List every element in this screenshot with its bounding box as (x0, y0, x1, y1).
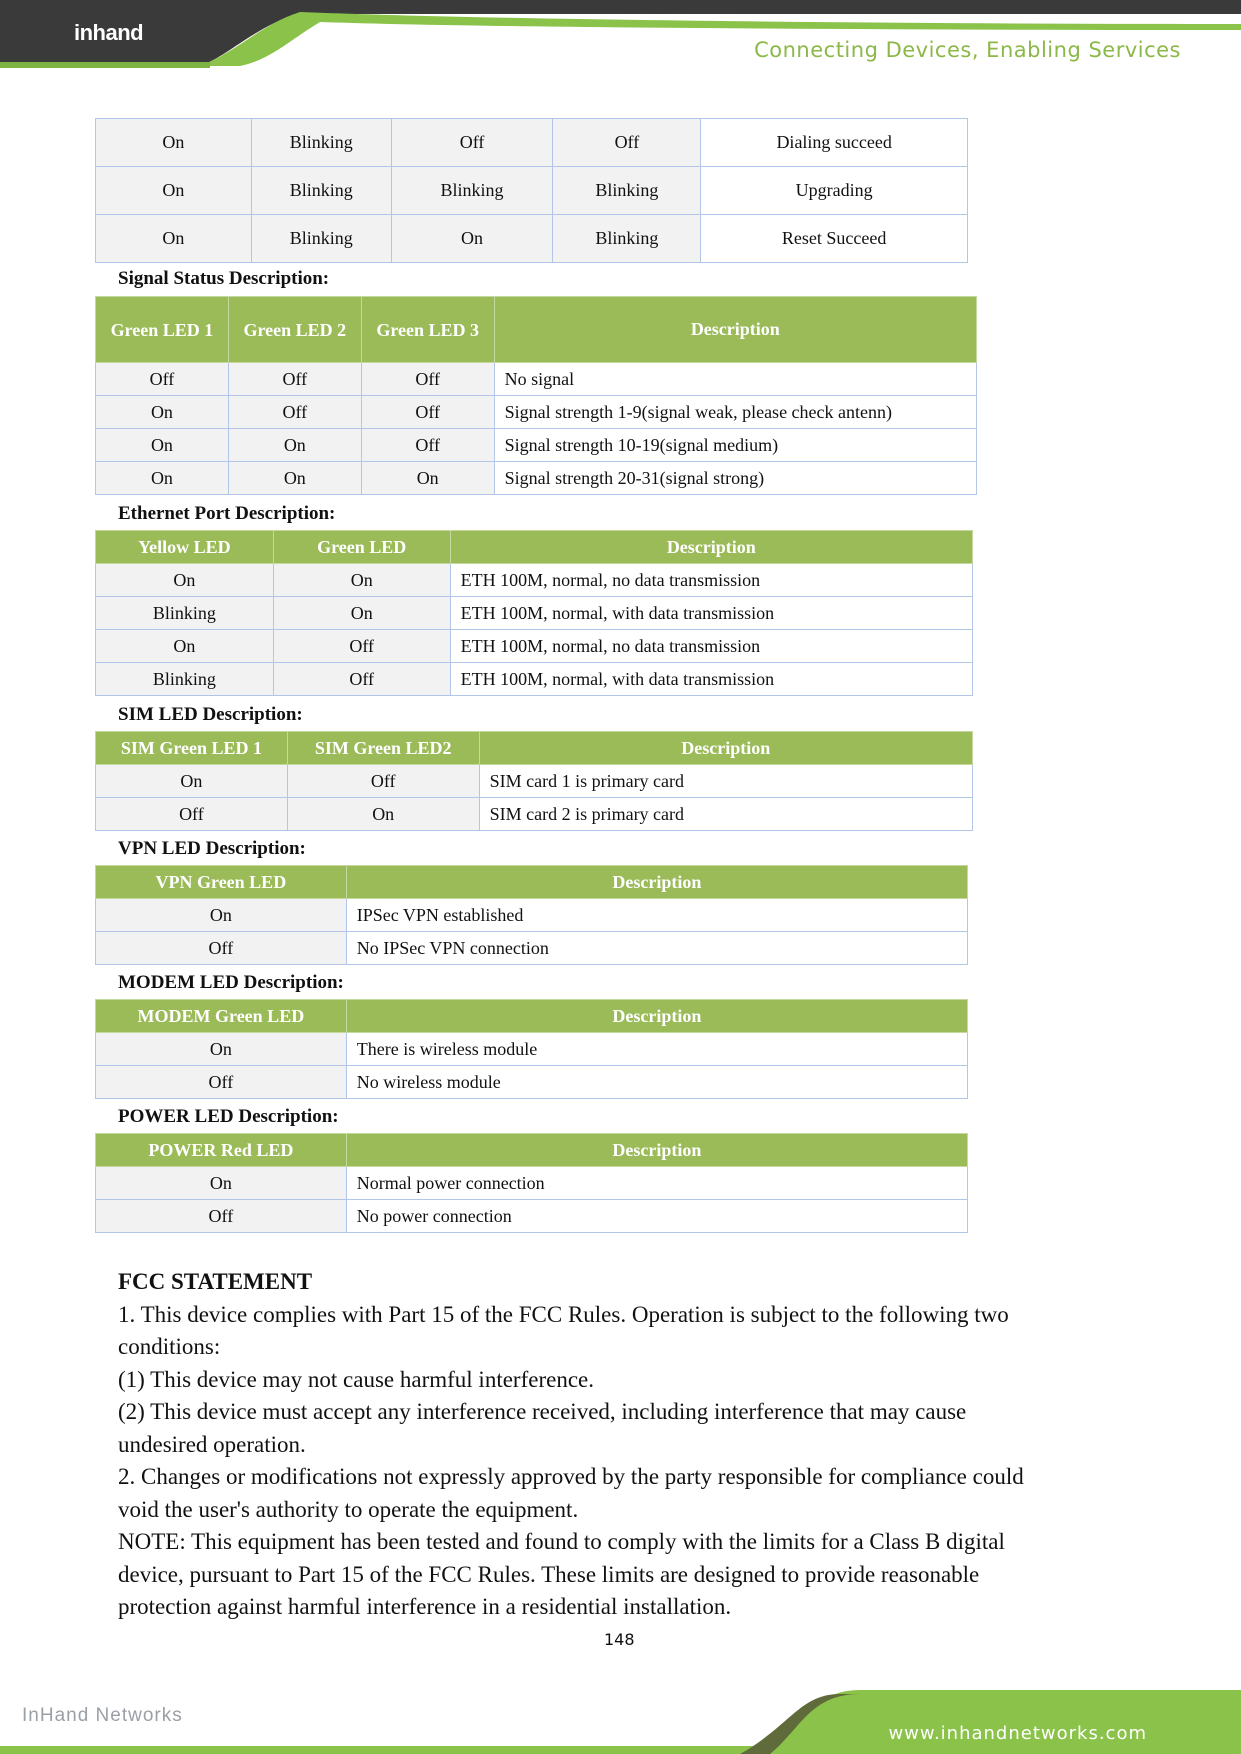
table-cell: No IPSec VPN connection (346, 932, 967, 965)
table-row (96, 765, 973, 798)
table-row (96, 1066, 968, 1099)
table-cell: Off (553, 119, 701, 167)
table-cell: On (273, 597, 450, 630)
table-cell: On (96, 765, 288, 798)
table-row (96, 1200, 968, 1233)
table-cell: ETH 100M, normal, no data transmission (450, 564, 972, 597)
table-cell: Off (361, 429, 494, 462)
table-cell: Blinking (96, 663, 274, 696)
table-cell: Blinking (251, 119, 391, 167)
table-cell: On (96, 396, 229, 429)
table-cell: SIM card 1 is primary card (479, 765, 972, 798)
column-header: VPN Green LED (96, 866, 347, 899)
table-cell: Blinking (251, 215, 391, 263)
table-header-row (96, 866, 968, 899)
page-number: 148 (604, 1630, 635, 1649)
table-cell: On (96, 167, 252, 215)
table-row (96, 119, 968, 167)
table-cell: Off (96, 1200, 347, 1233)
column-header: SIM Green LED 1 (96, 732, 288, 765)
table-cell: Normal power connection (346, 1167, 967, 1200)
table-cell: Off (228, 396, 361, 429)
table-cell: On (361, 462, 494, 495)
table-cell: No signal (494, 363, 976, 396)
footer-brand: InHand Networks (22, 1705, 183, 1726)
signal-status-table (95, 296, 977, 495)
table-cell: On (228, 462, 361, 495)
fcc-line: protection against harmful interference in a residential installation. (118, 1594, 732, 1619)
table-cell: Off (96, 1066, 347, 1099)
table-cell: Upgrading (701, 167, 968, 215)
table-cell: Off (96, 798, 288, 831)
modem-section-title: MODEM LED Description: (118, 972, 344, 993)
table-cell: No power connection (346, 1200, 967, 1233)
table-cell: SIM card 2 is primary card (479, 798, 972, 831)
table-row (96, 215, 968, 263)
table-cell: Off (361, 396, 494, 429)
table-row (96, 597, 973, 630)
table-header-row (96, 1134, 968, 1167)
table-row (96, 396, 977, 429)
table-cell: Dialing succeed (701, 119, 968, 167)
column-header: POWER Red LED (96, 1134, 347, 1167)
table-row (96, 167, 968, 215)
signal-section-title: Signal Status Description: (118, 268, 330, 289)
column-header: Description (346, 866, 967, 899)
table-cell: Signal strength 10-19(signal medium) (494, 429, 976, 462)
ethernet-port-table (95, 530, 973, 696)
table-cell: There is wireless module (346, 1033, 967, 1066)
table-cell: Off (96, 932, 347, 965)
table-row (96, 564, 973, 597)
table-row (96, 663, 973, 696)
table-cell: On (96, 1167, 347, 1200)
table-cell: Blinking (96, 597, 274, 630)
power-section-title: POWER LED Description: (118, 1106, 339, 1127)
column-header: Green LED (273, 531, 450, 564)
table-cell: ETH 100M, normal, with data transmission (450, 663, 972, 696)
table-cell: On (96, 1033, 347, 1066)
table-cell: IPSec VPN established (346, 899, 967, 932)
column-header: Description (346, 1134, 967, 1167)
table-row (96, 363, 977, 396)
table-cell: No wireless module (346, 1066, 967, 1099)
table-cell: On (96, 429, 229, 462)
fcc-line: (2) This device must accept any interference received, including interference that may cause (118, 1399, 967, 1424)
table-cell: On (96, 630, 274, 663)
table-header-row (96, 732, 973, 765)
page-footer (0, 1690, 1241, 1754)
table-cell: On (273, 564, 450, 597)
vpn-led-table (95, 865, 968, 965)
table-row (96, 630, 973, 663)
column-header: Green LED 3 (361, 297, 494, 363)
table-cell: ETH 100M, normal, with data transmission (450, 597, 972, 630)
sim-section-title: SIM LED Description: (118, 704, 303, 725)
fcc-statement (118, 1266, 1128, 1624)
table-row (96, 932, 968, 965)
table-cell: On (391, 215, 553, 263)
table-cell: Off (361, 363, 494, 396)
column-header: Green LED 2 (228, 297, 361, 363)
fcc-line: undesired operation. (118, 1431, 306, 1457)
fcc-line: device, pursuant to Part 15 of the FCC Rules. These limits are designed to provide reasonable (118, 1561, 980, 1587)
fcc-line: conditions: (118, 1334, 221, 1359)
table-cell: On (287, 798, 479, 831)
column-header: Green LED 1 (96, 297, 229, 363)
vpn-section-title: VPN LED Description: (118, 838, 306, 859)
table-header-row (96, 531, 973, 564)
table-row (96, 429, 977, 462)
column-header: Description (346, 1000, 967, 1033)
table-cell: Off (96, 363, 229, 396)
table-cell: ETH 100M, normal, no data transmission (450, 630, 972, 663)
table-cell: On (96, 899, 347, 932)
column-header: Description (450, 531, 972, 564)
footer-banner-graphic (0, 1690, 1241, 1754)
column-header: SIM Green LED2 (287, 732, 479, 765)
table-cell: Blinking (391, 167, 553, 215)
column-header: Description (479, 732, 972, 765)
table-cell: Off (273, 663, 450, 696)
table-cell: Off (391, 119, 553, 167)
header-tagline: Connecting Devices, Enabling Services (754, 38, 1181, 62)
table-cell: Blinking (553, 215, 701, 263)
fcc-line: NOTE: This equipment has been tested and found to comply with the limits for a Class B digital (118, 1529, 1005, 1554)
column-header: Yellow LED (96, 531, 274, 564)
table-cell: Blinking (251, 167, 391, 215)
led-status-table-continued (95, 118, 968, 263)
fcc-line: (1) This device may not cause harmful interference. (118, 1366, 594, 1392)
table-row (96, 1033, 968, 1066)
table-cell: Signal strength 20-31(signal strong) (494, 462, 976, 495)
ethernet-section-title: Ethernet Port Description: (118, 503, 336, 524)
table-cell: Reset Succeed (701, 215, 968, 263)
power-led-table (95, 1133, 968, 1233)
table-row (96, 798, 973, 831)
table-cell: On (96, 215, 252, 263)
table-row (96, 899, 968, 932)
column-header: Description (494, 297, 976, 363)
column-header: MODEM Green LED (96, 1000, 347, 1033)
table-cell: On (96, 462, 229, 495)
table-row (96, 1167, 968, 1200)
fcc-line: 1. This device complies with Part 15 of the FCC Rules. Operation is subject to the following two (118, 1301, 1009, 1327)
page-header (0, 0, 1241, 70)
table-cell: Signal strength 1-9(signal weak, please check antenn) (494, 396, 976, 429)
sim-led-table (95, 731, 973, 831)
table-header-row (96, 297, 977, 363)
modem-led-table (95, 999, 968, 1099)
table-cell: On (96, 119, 252, 167)
table-cell: Off (228, 363, 361, 396)
fcc-line: 2. Changes or modifications not expressly approved by the party responsible for compliance could (118, 1464, 1024, 1489)
inhand-logo: inhand (74, 20, 144, 45)
table-cell: Off (273, 630, 450, 663)
footer-website: www.inhandnetworks.com (888, 1723, 1147, 1744)
table-row (96, 462, 977, 495)
table-cell: Off (287, 765, 479, 798)
table-cell: On (228, 429, 361, 462)
table-cell: Blinking (553, 167, 701, 215)
table-header-row (96, 1000, 968, 1033)
table-cell: On (96, 564, 274, 597)
fcc-heading: FCC STATEMENT (118, 1269, 313, 1294)
fcc-line: void the user's authority to operate the equipment. (118, 1496, 579, 1522)
